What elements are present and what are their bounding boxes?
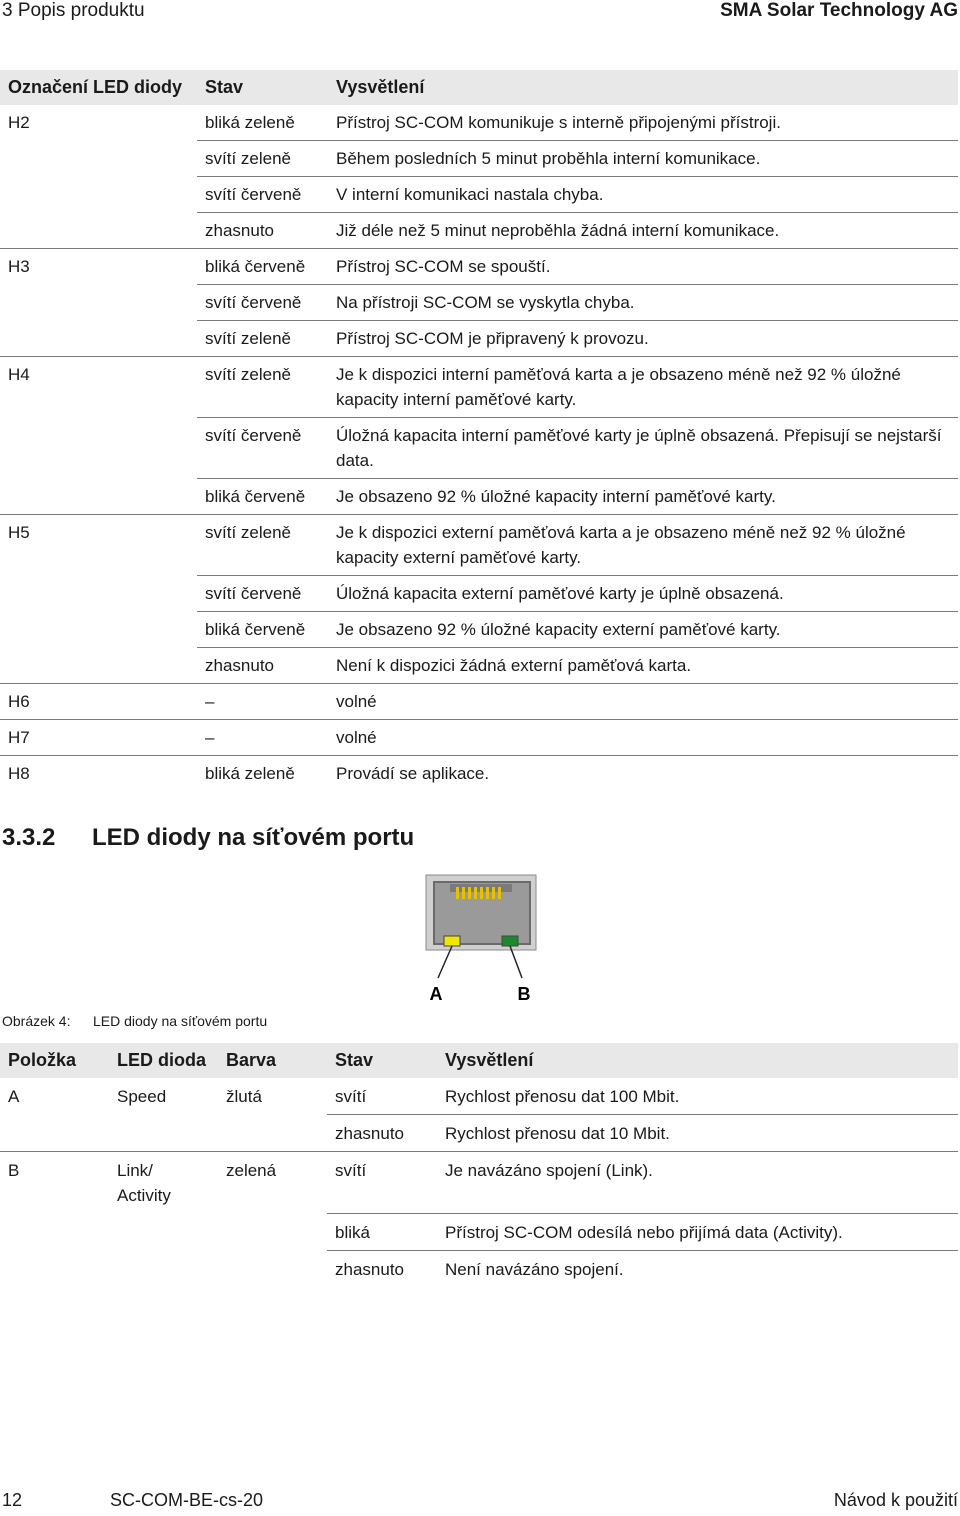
led-label-cell [0,479,197,515]
header-section: 3 Popis produktu [2,0,145,21]
description-cell: Je navázáno spojení (Link). [437,1152,958,1214]
state-cell: – [197,720,328,756]
table-row [0,177,958,213]
table-row [0,1250,958,1287]
column-header-state: Stav [197,70,328,105]
state-cell: bliká červeně [197,612,328,648]
table-row [0,479,958,515]
led-label-cell [0,177,197,213]
state-cell: bliká [327,1213,437,1250]
led-label-cell [0,285,197,321]
led-label-cell [0,576,197,612]
column-header-led: Označení LED diody [0,70,197,105]
description-cell: Úložná kapacita externí paměťové karty je úplně obsazená. [328,576,958,612]
network-port-illustration [400,870,550,1010]
table-row [0,141,958,177]
section-number: 3.3.2 [2,824,56,851]
state-cell: zhasnuto [197,213,328,249]
column-header-description: Vysvětlení [328,70,958,105]
page-footer [0,1490,960,1514]
description-cell: Přístroj SC-COM komunikuje s interně připojenými přístroji. [336,113,781,132]
state-cell: svítí zeleně [197,141,328,177]
description-cell: Je k dispozici externí paměťová karta a je obsazeno méně než 92 % úložné kapacity externí paměťové karty. [328,515,958,576]
state-cell: svítí zeleně [197,357,328,418]
item-cell: A [8,1087,20,1106]
document-code: SC-COM-BE-cs-20 [110,1490,264,1510]
figure-caption [2,1013,267,1029]
item-cell [0,1115,109,1152]
state-cell: zhasnuto [197,648,328,684]
state-cell: svítí zeleně [197,321,328,357]
section-heading [2,824,414,852]
description-cell: Rychlost přenosu dat 10 Mbit. [437,1115,958,1152]
description-cell: Není navázáno spojení. [437,1250,958,1287]
table-row [0,1152,958,1214]
led-b-indicator [502,936,518,946]
caption-number: Obrázek 4: [2,1013,71,1029]
description-cell: V interní komunikaci nastala chyba. [328,177,958,213]
state-cell: svítí červeně [197,576,328,612]
table-row [0,249,958,285]
led-label-cell: H7 [0,720,197,756]
description-cell: Je k dispozici interní paměťová karta a je obsazeno méně než 92 % úložné kapacity interní paměťové karty. [328,357,958,418]
state-cell: svítí červeně [197,285,328,321]
caption-text: LED diody na síťovém portu [93,1013,268,1029]
color-cell: žlutá [226,1087,262,1106]
item-cell [0,1250,109,1287]
description-cell: volné [328,684,958,720]
led-label-cell: H6 [0,684,197,720]
led-cell [109,1250,218,1287]
state-cell: zhasnuto [327,1115,437,1152]
description-cell: Během posledních 5 minut proběhla interní komunikace. [328,141,958,177]
page-number: 12 [2,1490,23,1510]
section-title: LED diody na síťovém portu [92,824,415,851]
led-cell [109,1213,218,1250]
color-cell: zelená [218,1152,327,1214]
description-cell: Přístroj SC-COM je připravený k provozu. [328,321,958,357]
led-status-table [0,70,958,791]
figure-label-a: A [429,984,443,1004]
item-cell: B [0,1152,109,1214]
table-row [0,105,958,141]
column-header-description: Vysvětlení [437,1043,958,1078]
state-cell: bliká zeleně [205,113,295,132]
table-row [0,213,958,249]
description-cell: Provádí se aplikace. [328,756,958,792]
table-row [0,756,958,792]
network-port-figure [400,870,550,1010]
led-label-cell [0,648,197,684]
item-cell [0,1213,109,1250]
led-label-cell: H2 [8,113,30,132]
header-company: SMA Solar Technology AG [720,0,958,21]
table-row [0,515,958,576]
network-led-table [0,1043,958,1287]
page-header [0,0,960,24]
color-cell [218,1250,327,1287]
description-cell: volné [328,720,958,756]
description-cell: Úložná kapacita interní paměťové karty je úplně obsazená. Přepisují se nejstarší data. [328,418,958,479]
table-row [0,720,958,756]
table-header-row [0,1043,958,1078]
column-header-color: Barva [218,1043,327,1078]
color-cell [218,1213,327,1250]
table-header-row [0,70,958,105]
state-cell: bliká červeně [197,479,328,515]
column-header-item: Položka [0,1043,109,1078]
description-cell: Je obsazeno 92 % úložné kapacity externí paměťové karty. [328,612,958,648]
description-cell: Rychlost přenosu dat 100 Mbit. [445,1087,680,1106]
led-cell: Link/ Activity [109,1152,218,1214]
color-cell [218,1115,327,1152]
column-header-led: LED dioda [109,1043,218,1078]
led-label-cell [0,418,197,479]
pointer-line-a [438,946,452,978]
led-label-cell [0,612,197,648]
led-cell: Speed [117,1087,167,1106]
table-row [0,357,958,418]
description-cell: Již déle než 5 minut neproběhla žádná interní komunikace. [328,213,958,249]
led-label-cell: H4 [0,357,197,418]
led-label-cell [0,321,197,357]
led-label-cell [0,213,197,249]
table-row [0,285,958,321]
state-cell: zhasnuto [327,1250,437,1287]
figure-label-b: B [517,984,531,1004]
state-cell: svítí [335,1087,367,1106]
state-cell: svítí zeleně [197,515,328,576]
state-cell: bliká zeleně [197,756,328,792]
state-cell: svítí červeně [197,177,328,213]
led-cell [109,1115,218,1152]
description-cell: Na přístroji SC-COM se vyskytla chyba. [328,285,958,321]
pointer-line-b [510,946,522,978]
table-row [0,612,958,648]
led-label-cell: H8 [0,756,197,792]
description-cell: Přístroj SC-COM odesílá nebo přijímá data (Activity). [437,1213,958,1250]
table-row [0,321,958,357]
state-cell: svítí červeně [197,418,328,479]
led-a-indicator [444,936,460,946]
led-label-cell: H5 [0,515,197,576]
state-cell: bliká červeně [197,249,328,285]
state-cell: – [197,684,328,720]
description-cell: Je obsazeno 92 % úložné kapacity interní paměťové karty. [328,479,958,515]
column-header-state: Stav [327,1043,437,1078]
description-cell: Není k dispozici žádná externí paměťová karta. [328,648,958,684]
table-row [0,1213,958,1250]
table-row [0,576,958,612]
table-row [0,684,958,720]
document-title: Návod k použití [833,1490,958,1510]
table-row [0,1078,958,1115]
table-row [0,418,958,479]
led-label-cell [0,141,197,177]
table-row [0,1115,958,1152]
led-label-cell: H3 [0,249,197,285]
table-row [0,648,958,684]
state-cell: svítí [327,1152,437,1214]
description-cell: Přístroj SC-COM se spouští. [328,249,958,285]
